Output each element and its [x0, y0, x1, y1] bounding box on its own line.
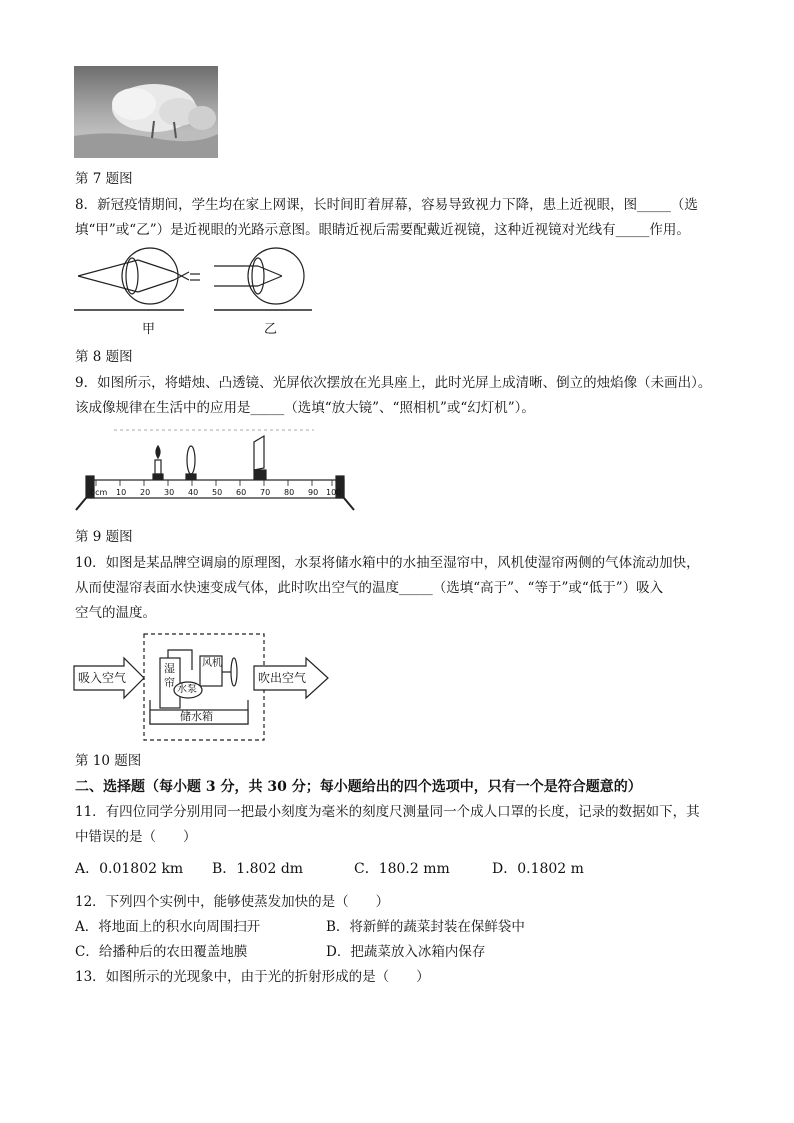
- q10-air-cooler-diagram: [72, 628, 332, 744]
- tick-label: 0cm: [90, 488, 108, 497]
- q10-label-shilian: 湿帘: [164, 662, 175, 689]
- q10-label-out: 吹出空气: [258, 671, 307, 685]
- q13-stem: 13．如图所示的光现象中，由于光的折射形成的是（ ）: [75, 969, 430, 985]
- tick-label: 30: [164, 488, 175, 497]
- q7-photo: [74, 66, 218, 158]
- tick-label: 70: [260, 488, 271, 497]
- q9-line2: 该成像规律在生活中的应用是_____（选填“放大镜”、“照相机”或“幻灯机”）。: [75, 400, 535, 416]
- q9-line1: 9．如图所示，将蜡烛、凸透镜、光屏依次摆放在光具座上，此时光屏上成清晰、倒立的烛焰像（未画出）。: [75, 375, 712, 391]
- q11-option-b: B．1.802 dm: [212, 861, 304, 877]
- section2-title: 二、选择题（每小题 3 分，共 30 分；每小题给出的四个选项中，只有一个是符合题意的）: [75, 779, 642, 795]
- q12-option-b: B．将新鲜的蔬菜封装在保鲜袋中: [326, 919, 525, 935]
- q8-label-jia: 甲: [142, 322, 156, 337]
- tick-label: 90: [308, 488, 319, 497]
- tick-label: 40: [188, 488, 199, 497]
- q11-line1: 11．有四位同学分别用同一把最小刻度为毫米的刻度尺测量同一个成人口罩的长度，记录的数据如下，其: [75, 804, 700, 820]
- q8-label-yi: 乙: [264, 322, 278, 337]
- q10-label-chushuixiang: 储水箱: [180, 710, 213, 723]
- tick-label: 60: [236, 488, 247, 497]
- q11-option-a: A．0.01802 km: [75, 861, 184, 877]
- q10-label-fengji: 风机: [202, 658, 222, 669]
- q12-option-a: A．将地面上的积水向周围扫开: [75, 919, 261, 935]
- q11-option-c: C．180.2 mm: [354, 861, 450, 877]
- tick-label: 10: [116, 488, 127, 497]
- q10-line3: 空气的温度。: [75, 605, 156, 621]
- q10-label-in: 吸入空气: [78, 671, 127, 685]
- q9-caption: 第 9 题图: [75, 529, 133, 545]
- q12-option-d: D．把蔬菜放入冰箱内保存: [326, 944, 486, 960]
- q10-label-shuibeng: 水泵: [177, 684, 197, 695]
- q8-eye-diagram: [74, 244, 314, 344]
- q9-optical-bench: [74, 424, 360, 514]
- q7-caption: 第 7 题图: [75, 171, 133, 187]
- q11-option-d: D．0.1802 m: [492, 861, 584, 877]
- tick-label: 80: [284, 488, 295, 497]
- q12-option-c: C．给播种后的农田覆盖地膜: [75, 944, 248, 960]
- tick-label: 100: [326, 488, 342, 497]
- tick-label: 20: [140, 488, 151, 497]
- tick-label: 50: [212, 488, 223, 497]
- q11-line2: 中错误的是（ ）: [75, 829, 197, 845]
- q9-tick-labels: [90, 488, 340, 498]
- q8-line1: 8．新冠疫情期间，学生均在家上网课，长时间盯着屏幕，容易导致视力下降，患上近视眼，图_____（选: [75, 197, 698, 213]
- q10-line2: 从而使湿帘表面水快速变成气体，此时吹出空气的温度_____（选填“高于”、“等于”或“低于”）吸入: [75, 580, 664, 596]
- q8-line2: 填“甲”或“乙”）是近视眼的光路示意图。眼睛近视后需要配戴近视镜，这种近视镜对光线有_____作用。: [75, 222, 690, 238]
- q10-caption: 第 10 题图: [75, 753, 142, 769]
- q8-caption: 第 8 题图: [75, 349, 133, 365]
- q10-line1: 10．如图是某品牌空调扇的原理图，水泵将储水箱中的水抽至湿帘中，风机使湿帘两侧的气体流动加快，: [75, 555, 700, 571]
- q12-stem: 12．下列四个实例中，能够使蒸发加快的是（ ）: [75, 894, 390, 910]
